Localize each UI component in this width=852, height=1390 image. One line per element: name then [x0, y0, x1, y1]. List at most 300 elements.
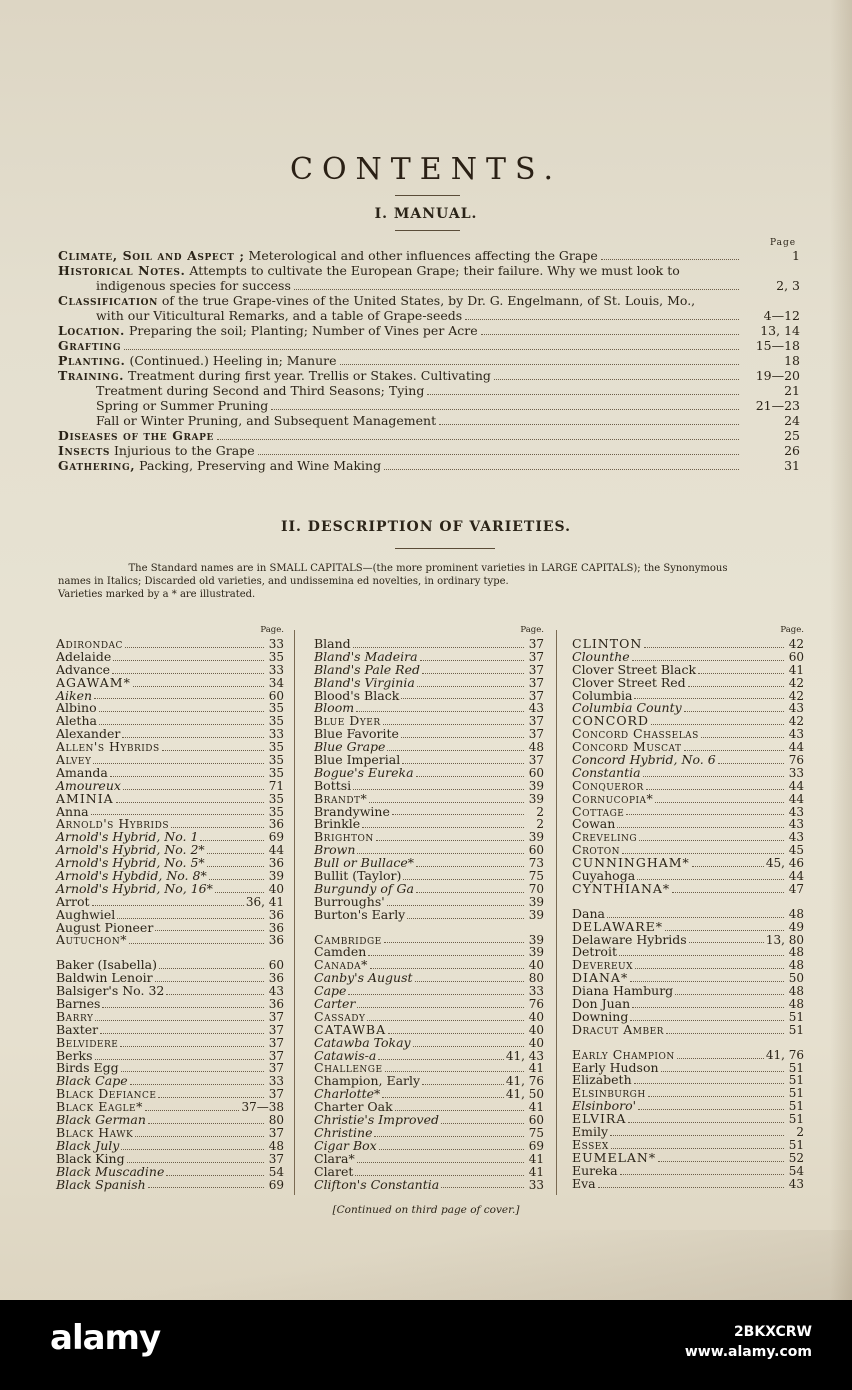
toc-entry-body: Attempts to cultivate the European Grape; their failure. Why we must look to [185, 263, 680, 278]
dot-leader [171, 827, 264, 828]
variety-page: 41, 43 [505, 1048, 544, 1063]
toc-entry-page: 19—20 [755, 368, 800, 383]
variety-name: Charlotte* [314, 1086, 381, 1102]
variety-page: 40 [268, 881, 284, 896]
dot-leader [403, 879, 524, 880]
variety-page: 43 [788, 1176, 804, 1191]
variety-name: Blue Imperial [314, 752, 401, 767]
variety-name: ELVIRA [572, 1111, 627, 1127]
dot-leader [610, 1135, 784, 1136]
dot-leader [689, 942, 764, 943]
dot-leader [370, 968, 524, 969]
dot-leader [628, 1122, 784, 1123]
toc-entry-page: 18 [784, 353, 800, 368]
alamy-logo: alamy [50, 1318, 161, 1358]
dot-leader [666, 1033, 784, 1034]
variety-page: 37 [528, 753, 544, 767]
toc-entry-text [58, 428, 214, 443]
dot-leader [376, 840, 524, 841]
variety-name: August Pioneer [56, 919, 154, 935]
variety-name: Burton's Early [314, 906, 406, 922]
variety-page: 43 [788, 701, 804, 716]
variety-page: 33 [528, 984, 544, 999]
column-divider [294, 630, 295, 1195]
dot-leader [217, 439, 739, 440]
variety-page: 33 [788, 765, 804, 780]
variety-name: Aiken [56, 687, 93, 703]
variety-page: 80 [528, 971, 544, 986]
variety-page: 51 [788, 1009, 804, 1024]
variety-page: 45 [788, 843, 804, 858]
variety-name: Devereux [572, 957, 633, 973]
variety-name: Black Hawk [56, 1124, 134, 1140]
variety-name: Black Cape [56, 1073, 128, 1089]
toc-entry-page: 15—18 [755, 338, 800, 353]
variety-name: Cape [314, 983, 347, 999]
variety-name: Cuyahoga [572, 868, 636, 884]
variety-name: Allen's Hybrids [56, 739, 160, 755]
toc-entry-page: 21 [784, 383, 800, 398]
variety-name: Clifton's Constantia [314, 1176, 440, 1192]
variety-page: 37 [528, 649, 544, 664]
variety-name: Aletha [56, 713, 97, 729]
variety-page: 42 [788, 714, 804, 729]
variety-page: 42 [788, 636, 804, 651]
variety-page: 44 [788, 869, 804, 884]
dot-leader [99, 711, 264, 712]
dot-leader [155, 930, 264, 931]
toc-entry-body: (Continued.) Heeling in; Manure [125, 353, 337, 368]
variety-name: Bloom [314, 700, 355, 716]
variety-name: DIANA* [572, 970, 629, 986]
variety-page: 48 [788, 945, 804, 960]
dot-leader [611, 1148, 784, 1149]
dot-leader [646, 789, 784, 790]
toc-entry-text [58, 353, 337, 368]
toc-entry-page: 31 [784, 458, 800, 473]
toc-entry-body: Treatment during Second and Third Seasons; Tying [96, 383, 425, 398]
varieties-note [58, 562, 798, 601]
dot-leader [395, 1110, 524, 1111]
variety-name: AGAWAM* [56, 674, 131, 690]
column-divider [556, 630, 557, 1195]
dot-leader [420, 660, 524, 661]
toc-entry-text [58, 443, 255, 458]
variety-page: 44 [268, 843, 284, 858]
variety-page: 52 [788, 1150, 804, 1165]
toc-entry-heading: Insects [58, 443, 110, 458]
column-page-label: Page. [780, 625, 804, 635]
variety-page: 50 [788, 971, 804, 986]
variety-page: 43 [788, 804, 804, 819]
dot-leader [159, 968, 264, 969]
dot-leader [416, 776, 524, 777]
variety-name: Arrot [56, 893, 90, 909]
dot-leader [385, 1071, 524, 1072]
dot-leader [379, 1149, 524, 1150]
variety-name: Baldwin Lenoir [56, 970, 153, 986]
variety-page: 35 [268, 701, 284, 716]
dot-leader [258, 454, 739, 455]
dot-leader [665, 930, 784, 931]
variety-name: Don Juan [572, 996, 631, 1012]
variety-page: 37—38 [241, 1100, 284, 1115]
variety-name: Croton [572, 842, 620, 858]
dot-leader [357, 1007, 524, 1008]
dot-leader [127, 1162, 264, 1163]
column-page-label: Page. [260, 625, 284, 635]
variety-page: 35 [268, 765, 284, 780]
page-edge [0, 1230, 852, 1300]
variety-name: Clara* [314, 1150, 355, 1166]
dot-leader [200, 840, 264, 841]
variety-name: CONCORD [572, 713, 649, 729]
dot-leader [116, 802, 264, 803]
variety-name: Canada* [314, 957, 368, 973]
dot-leader [384, 469, 739, 470]
variety-page: 45, 46 [765, 856, 804, 871]
dot-leader [135, 1136, 264, 1137]
variety-name: Columbia County [572, 700, 682, 716]
variety-page: 37 [268, 1125, 284, 1140]
toc-entry-text [58, 263, 680, 278]
variety-name: Baxter [56, 1021, 99, 1037]
dot-leader [124, 349, 739, 350]
toc-entry [58, 398, 800, 413]
variety-name: Blue Favorite [314, 726, 399, 742]
variety-page: 36, 41 [245, 894, 284, 909]
variety-name: Arnold's Hybrids [56, 816, 169, 832]
variety-name: Christine [314, 1124, 373, 1140]
dot-leader [401, 698, 524, 699]
variety-name: Birds Egg [56, 1060, 119, 1076]
variety-page: 51 [788, 1112, 804, 1127]
dot-leader [378, 1059, 504, 1060]
dot-leader [481, 334, 739, 335]
dot-leader [630, 1020, 784, 1021]
variety-page: 35 [268, 753, 284, 767]
dot-leader [382, 1097, 504, 1098]
dot-leader [626, 814, 784, 815]
dot-leader [620, 1174, 784, 1175]
variety-name: Amanda [56, 764, 108, 780]
variety-page: 60 [528, 843, 544, 858]
variety-name: Early Champion [572, 1046, 675, 1062]
dot-leader [133, 686, 264, 687]
variety-page: 40 [528, 1022, 544, 1037]
dot-leader [598, 1187, 784, 1188]
dot-leader [684, 750, 785, 751]
dot-leader [117, 918, 264, 919]
variety-page: 75 [528, 869, 544, 884]
variety-name: Black Eagle* [56, 1099, 143, 1115]
variety-page: 37 [268, 1087, 284, 1102]
variety-page: 75 [528, 1125, 544, 1140]
dot-leader [369, 802, 524, 803]
toc-entry-text [96, 383, 424, 398]
variety-page: 33 [268, 727, 284, 742]
variety-name: Bullit (Taylor) [314, 868, 402, 884]
dot-leader [384, 942, 524, 943]
dot-leader [123, 789, 264, 790]
variety-page: 37 [528, 688, 544, 703]
toc-entry-text [58, 458, 381, 473]
variety-entry [56, 790, 284, 806]
variety-page: 36 [268, 817, 284, 832]
title-rule [395, 195, 460, 196]
toc-entry [58, 308, 800, 323]
dot-leader [637, 879, 784, 880]
variety-name: Brown [314, 842, 356, 858]
dot-leader [92, 905, 244, 906]
variety-name: Essex [572, 1136, 609, 1152]
variety-name: AMINIA [56, 790, 114, 806]
variety-name: Dracut Amber [572, 1021, 664, 1037]
variety-name: Constantia [572, 764, 641, 780]
variety-page: 70 [528, 881, 544, 896]
variety-name: Canby's August [314, 970, 413, 986]
dot-leader [392, 814, 524, 815]
dot-leader [130, 1084, 264, 1085]
dot-leader [99, 724, 264, 725]
variety-page: 39 [528, 791, 544, 806]
manual-rule [395, 230, 460, 231]
toc-entry-body: Packing, Preserving and Wine Making [135, 458, 382, 473]
variety-page: 37 [528, 727, 544, 742]
variety-page: 51 [788, 1099, 804, 1114]
variety-name: Arnold's Hybrid, No. 5* [56, 855, 205, 871]
variety-name: Brighton [314, 829, 374, 845]
variety-page: 42 [788, 688, 804, 703]
variety-page: 41 [528, 1100, 544, 1115]
dot-leader [441, 1123, 524, 1124]
toc-entry-body: Spring or Summer Pruning [96, 398, 269, 413]
variety-name: Catawba Tokay [314, 1034, 411, 1050]
dot-leader [658, 1161, 784, 1162]
variety-name: Baker (Isabella) [56, 957, 157, 973]
toc-entry [58, 278, 800, 293]
variety-page: 39 [528, 932, 544, 947]
dot-leader [340, 364, 739, 365]
variety-page: 48 [788, 997, 804, 1012]
image-id: 2BKXCRW [733, 1324, 812, 1340]
variety-name: Adelaide [56, 648, 112, 664]
variety-name: CLINTON [572, 635, 643, 651]
dot-leader [357, 853, 524, 854]
toc-entry-page: 1 [792, 248, 800, 263]
variety-name: Alvey [56, 752, 92, 767]
variety-name: Arnold's Hybrid, No. 1 [56, 829, 199, 845]
variety-page: 51 [788, 1137, 804, 1152]
variety-page: 69 [268, 1177, 284, 1192]
dot-leader [688, 686, 784, 687]
variety-name: Dana [572, 905, 605, 921]
variety-name: Advance [56, 661, 110, 677]
dot-leader [110, 776, 264, 777]
toc-entry-text [96, 413, 436, 428]
dot-leader [113, 660, 264, 661]
variety-page: 39 [528, 830, 544, 845]
variety-page: 36 [268, 856, 284, 871]
variety-page: 48 [528, 740, 544, 755]
page-column-label: Page [770, 238, 797, 248]
variety-page: 76 [528, 997, 544, 1012]
variety-page: 60 [528, 1113, 544, 1128]
variety-page: 40 [528, 958, 544, 973]
dot-leader [356, 711, 524, 712]
variety-page: 42 [788, 675, 804, 690]
dot-leader [639, 840, 784, 841]
variety-page: 60 [268, 688, 284, 703]
dot-leader [95, 1059, 264, 1060]
dot-leader [644, 647, 784, 648]
variety-name: Cowan [572, 816, 616, 832]
variety-name: Albino [56, 700, 97, 716]
toc-entry-text [58, 323, 478, 338]
dot-leader [368, 955, 524, 956]
dot-leader [638, 1109, 784, 1110]
variety-page: 2 [536, 817, 544, 832]
variety-name: Emily [572, 1124, 609, 1140]
variety-page: 41, 50 [505, 1087, 544, 1102]
dot-leader [93, 763, 264, 764]
variety-name: Amoureux [56, 777, 121, 793]
dot-leader [401, 737, 524, 738]
dot-leader [374, 1136, 524, 1137]
variety-page: 33 [268, 662, 284, 677]
variety-page: 35 [268, 791, 284, 806]
column-page-label: Page. [520, 625, 544, 635]
variety-name: Bland [314, 635, 351, 651]
variety-page: 34 [268, 675, 284, 690]
variety-name: Adirondac [56, 635, 123, 651]
dot-leader [417, 686, 524, 687]
variety-name: Early Hudson [572, 1059, 659, 1075]
toc-entry-heading: Climate, Soil and Aspect ; [58, 248, 245, 263]
manual-heading: I. MANUAL. [374, 206, 478, 222]
variety-page: 54 [268, 1164, 284, 1179]
variety-name: Brandt* [314, 790, 368, 806]
variety-page: 36 [268, 907, 284, 922]
variety-page: 41 [788, 662, 804, 677]
variety-page: 41, 76 [765, 1047, 804, 1062]
variety-name: Elsinburgh [572, 1085, 646, 1101]
variety-name: Anna [56, 803, 89, 819]
variety-name: CUNNINGHAM* [572, 855, 690, 871]
variety-name: Detroit [572, 944, 617, 960]
toc-entry [58, 263, 800, 278]
variety-name: Bottsi [314, 777, 352, 793]
dot-leader [701, 737, 784, 738]
dot-leader [630, 981, 784, 982]
dot-leader [416, 892, 524, 893]
variety-name: Conqueror [572, 777, 644, 793]
variety-page: 40 [528, 1009, 544, 1024]
variety-page: 37 [528, 714, 544, 729]
variety-name: Christie's Improved [314, 1112, 439, 1128]
dot-leader [601, 259, 739, 260]
page-title: CONTENTS. [290, 152, 562, 187]
variety-name: Bland's Virginia [314, 674, 415, 690]
toc-entry [58, 413, 800, 428]
dot-leader [121, 1149, 264, 1150]
note-line-3: Varieties marked by a * are illustrated. [58, 589, 256, 600]
variety-page: 41, 76 [505, 1074, 544, 1089]
varieties-column-2 [314, 624, 544, 1191]
dot-leader [622, 853, 784, 854]
variety-name: Aughwiel [56, 906, 116, 922]
variety-name: Cigar Box [314, 1137, 377, 1153]
site-url: www.alamy.com [684, 1344, 812, 1360]
variety-page: 35 [268, 649, 284, 664]
variety-page: 43 [268, 984, 284, 999]
dot-leader [617, 827, 784, 828]
dot-leader [367, 1020, 524, 1021]
toc-entry [58, 248, 800, 263]
variety-name: Burroughs' [314, 893, 385, 909]
toc-entry [58, 338, 800, 353]
variety-entry [56, 934, 284, 947]
dot-leader [465, 319, 739, 320]
variety-page: 37 [268, 1022, 284, 1037]
variety-page: 48 [268, 1138, 284, 1153]
variety-entry [572, 880, 804, 896]
toc-entry-body: of the true Grape-vines of the United States, by Dr. G. Engelmann, of St. Louis, Mo., [157, 293, 696, 308]
variety-name: Concord Chasselas [572, 726, 699, 742]
variety-name: Black July [56, 1137, 120, 1153]
dot-leader [607, 917, 784, 918]
variety-name: Arnold's Hybdid, No. 8* [56, 868, 207, 884]
variety-page: 36 [268, 933, 284, 948]
toc-entry [58, 458, 800, 473]
dot-leader [655, 802, 784, 803]
watermark-id [685, 1322, 812, 1362]
dot-leader [698, 673, 784, 674]
variety-page: 43 [788, 830, 804, 845]
variety-page: 41 [528, 1061, 544, 1076]
variety-name: Blue Dyer [314, 713, 381, 729]
variety-name: Black Spanish [56, 1176, 146, 1192]
variety-page: 44 [788, 740, 804, 755]
dot-leader [672, 892, 784, 893]
variety-name: EUMELAN* [572, 1149, 657, 1165]
variety-page: 51 [788, 1060, 804, 1075]
variety-page: 40 [528, 1035, 544, 1050]
toc-entry-page: 24 [784, 413, 800, 428]
variety-name: Bogue's Eureka [314, 764, 414, 780]
dot-leader [692, 866, 764, 867]
dot-leader [634, 1083, 784, 1084]
toc-entry-heading: Gathering, [58, 458, 136, 473]
variety-entry [56, 1176, 284, 1192]
dot-leader [353, 647, 524, 648]
variety-page: 48 [788, 984, 804, 999]
variety-page: 35 [268, 804, 284, 819]
dot-leader [413, 1046, 524, 1047]
dot-leader [422, 673, 524, 674]
variety-entry [56, 880, 284, 896]
dot-leader [634, 698, 784, 699]
variety-name: Clover Street Red [572, 674, 686, 690]
variety-page: 2 [796, 1125, 804, 1140]
variety-name: Champion, Early [314, 1073, 421, 1089]
variety-name: Elsinboro' [572, 1098, 637, 1114]
dot-leader [348, 994, 524, 995]
dot-leader [148, 1123, 264, 1124]
dot-leader [407, 918, 524, 919]
toc-entry-page: 2, 3 [776, 278, 800, 293]
variety-name: Black Defiance [56, 1086, 157, 1102]
